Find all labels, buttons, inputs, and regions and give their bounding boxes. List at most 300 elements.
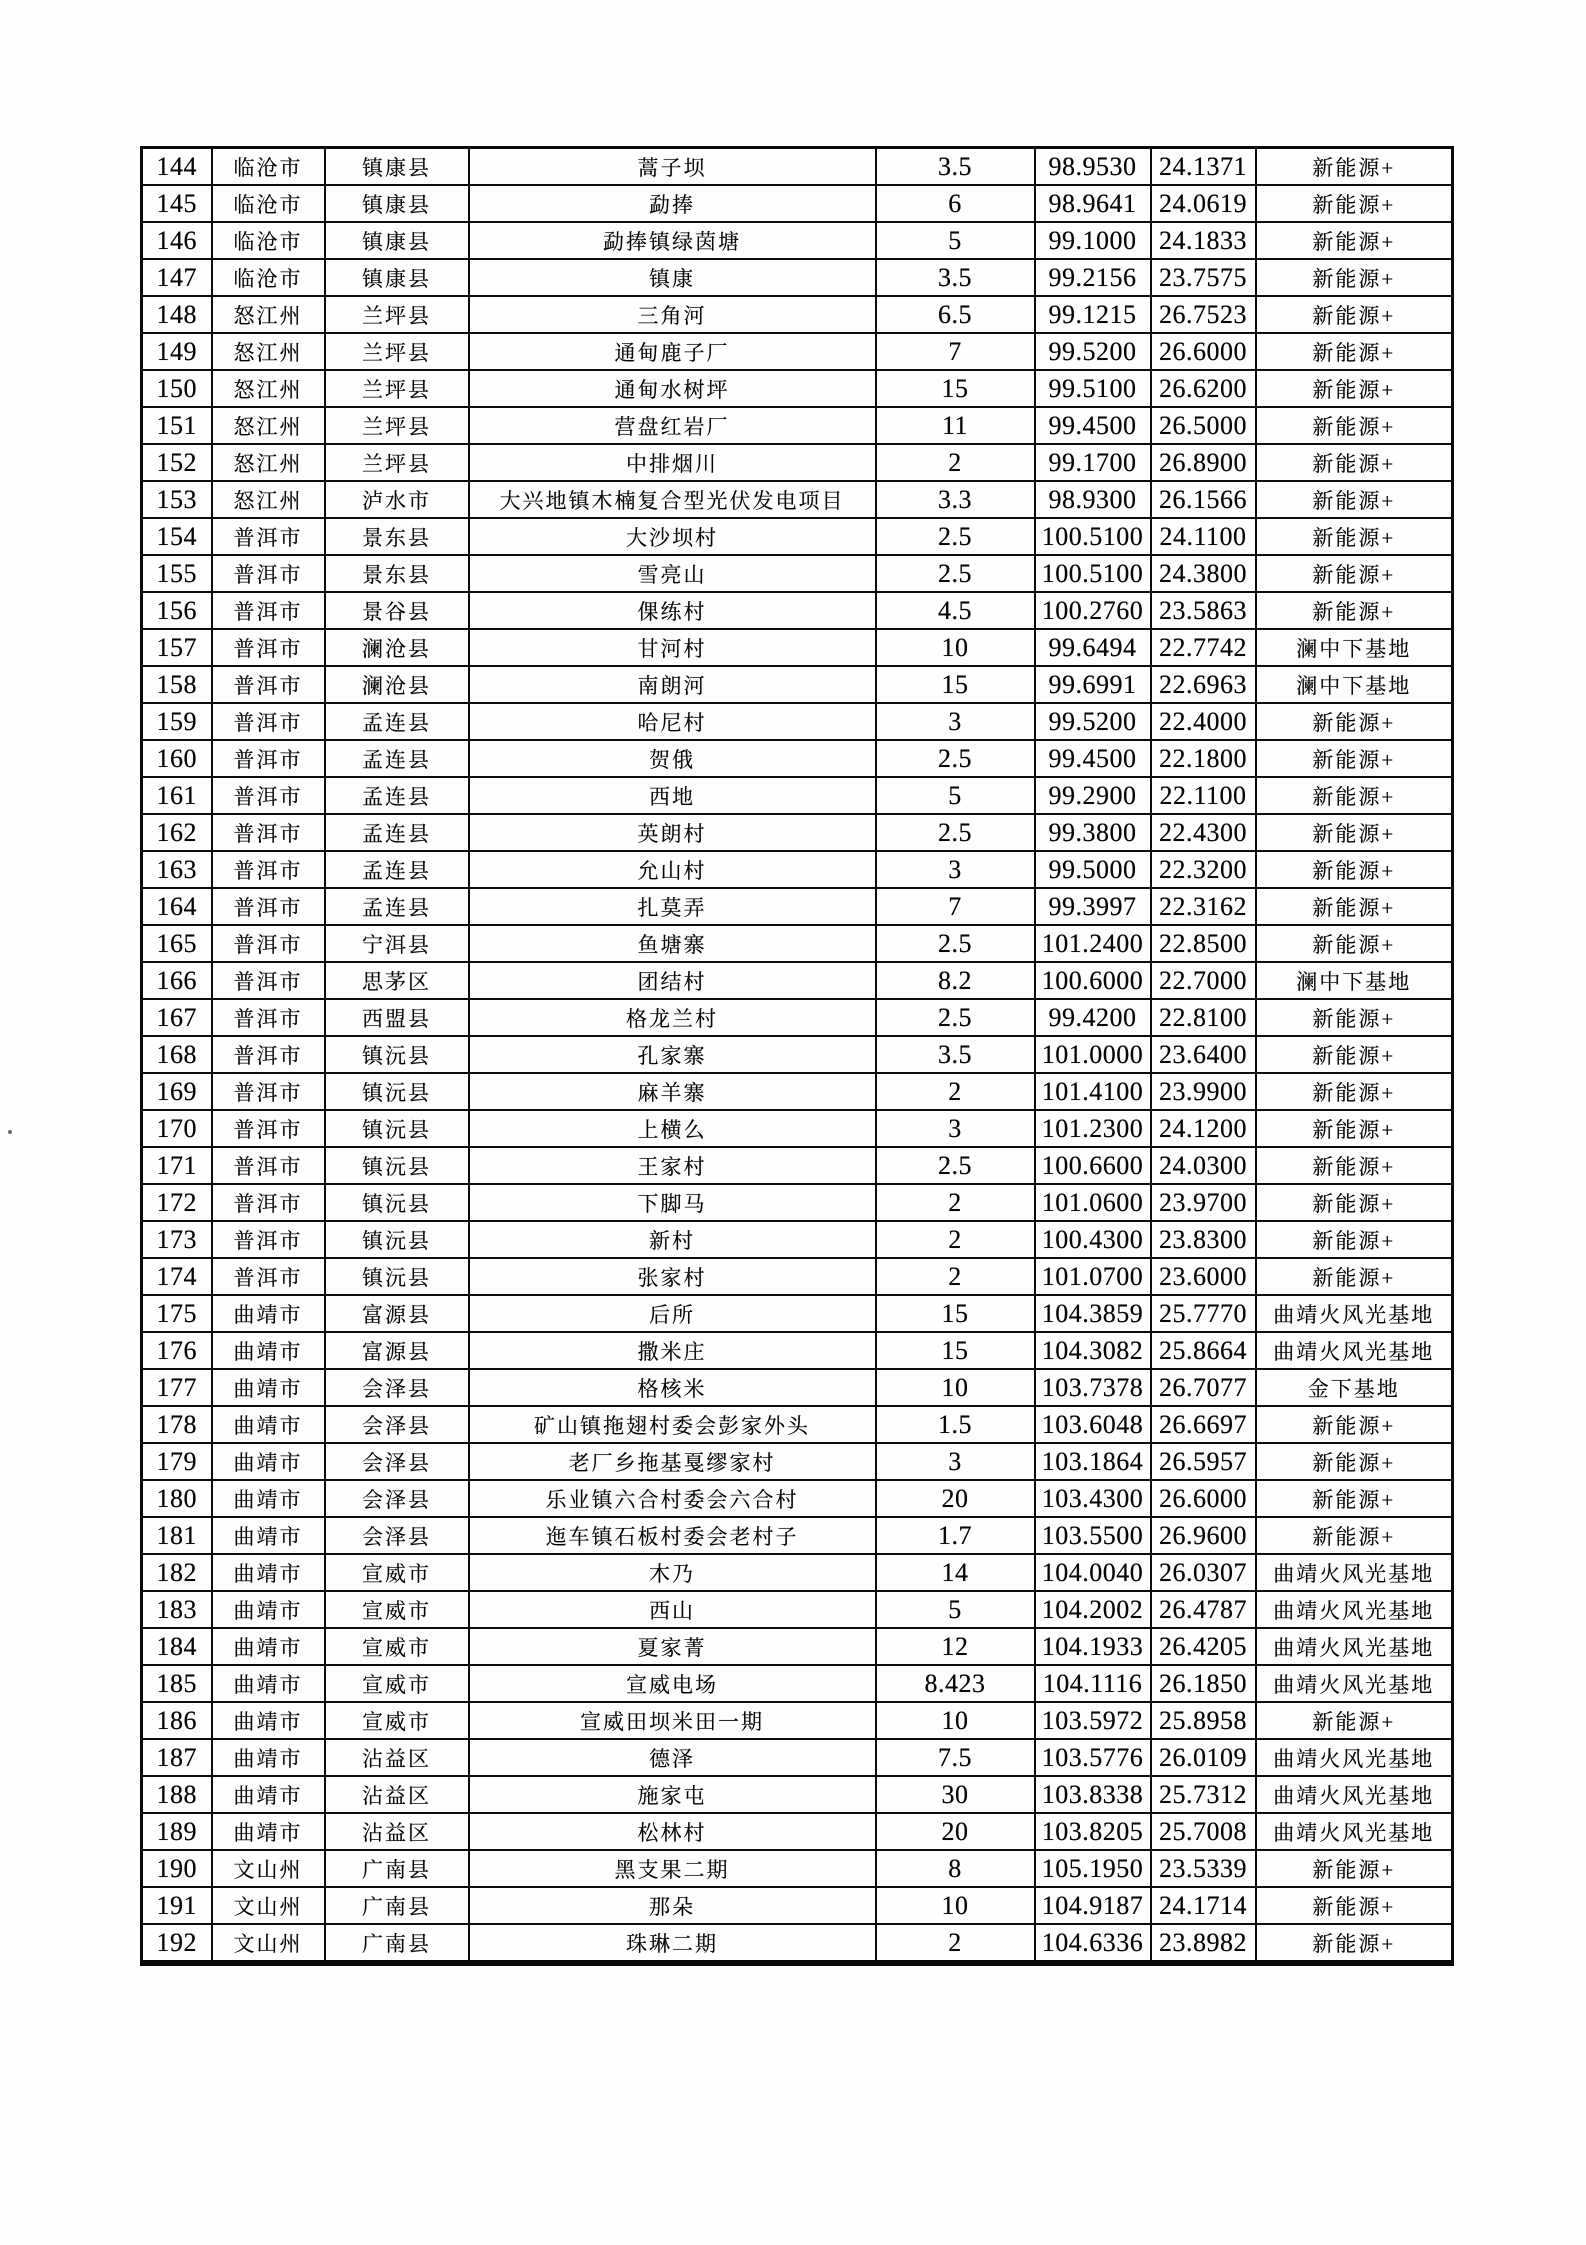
cell-index: 163 [142, 851, 212, 888]
cell-capacity: 6.5 [876, 296, 1035, 333]
cell-name: 勐捧镇绿茵塘 [469, 222, 876, 259]
cell-county: 镇康县 [325, 148, 469, 186]
cell-index: 150 [142, 370, 212, 407]
cell-county: 兰坪县 [325, 407, 469, 444]
cell-latitude: 22.6963 [1151, 666, 1256, 703]
cell-capacity: 2 [876, 1258, 1035, 1295]
cell-city: 曲靖市 [212, 1665, 325, 1702]
cell-latitude: 23.9700 [1151, 1184, 1256, 1221]
cell-longitude: 99.4200 [1035, 999, 1151, 1036]
cell-city: 临沧市 [212, 222, 325, 259]
cell-city: 文山州 [212, 1924, 325, 1963]
cell-latitude: 26.7077 [1151, 1369, 1256, 1406]
cell-latitude: 24.1200 [1151, 1110, 1256, 1147]
cell-capacity: 2 [876, 1073, 1035, 1110]
cell-county: 孟连县 [325, 777, 469, 814]
cell-county: 西盟县 [325, 999, 469, 1036]
cell-index: 149 [142, 333, 212, 370]
cell-index: 154 [142, 518, 212, 555]
cell-city: 曲靖市 [212, 1517, 325, 1554]
cell-latitude: 22.3200 [1151, 851, 1256, 888]
cell-city: 曲靖市 [212, 1332, 325, 1369]
cell-county: 孟连县 [325, 814, 469, 851]
table-row [142, 222, 1453, 259]
cell-longitude: 103.5776 [1035, 1739, 1151, 1776]
cell-index: 153 [142, 481, 212, 518]
cell-latitude: 23.9900 [1151, 1073, 1256, 1110]
cell-capacity: 8.2 [876, 962, 1035, 999]
table-row [142, 1295, 1453, 1332]
cell-name: 撒米庄 [469, 1332, 876, 1369]
cell-name: 老厂乡拖基戛缪家村 [469, 1443, 876, 1480]
cell-county: 宣威市 [325, 1628, 469, 1665]
cell-category: 新能源+ [1256, 1221, 1453, 1258]
table-row [142, 629, 1453, 666]
cell-category: 新能源+ [1256, 1850, 1453, 1887]
cell-index: 168 [142, 1036, 212, 1073]
cell-county: 兰坪县 [325, 296, 469, 333]
table-row [142, 703, 1453, 740]
cell-name: 中排烟川 [469, 444, 876, 481]
cell-name: 黑支果二期 [469, 1850, 876, 1887]
cell-county: 镇康县 [325, 185, 469, 222]
cell-county: 宣威市 [325, 1554, 469, 1591]
cell-city: 文山州 [212, 1887, 325, 1924]
cell-county: 兰坪县 [325, 444, 469, 481]
cell-category: 新能源+ [1256, 1073, 1453, 1110]
cell-longitude: 99.1700 [1035, 444, 1151, 481]
cell-latitude: 24.1100 [1151, 518, 1256, 555]
cell-index: 151 [142, 407, 212, 444]
table-row [142, 740, 1453, 777]
cell-latitude: 26.7523 [1151, 296, 1256, 333]
cell-latitude: 24.3800 [1151, 555, 1256, 592]
cell-city: 普洱市 [212, 1073, 325, 1110]
cell-category: 曲靖火风光基地 [1256, 1776, 1453, 1813]
cell-latitude: 22.1800 [1151, 740, 1256, 777]
cell-name: 蒿子坝 [469, 148, 876, 186]
cell-city: 曲靖市 [212, 1813, 325, 1850]
cell-name: 德泽 [469, 1739, 876, 1776]
cell-category: 新能源+ [1256, 1924, 1453, 1963]
cell-index: 160 [142, 740, 212, 777]
cell-city: 曲靖市 [212, 1369, 325, 1406]
cell-capacity: 15 [876, 1332, 1035, 1369]
cell-longitude: 100.6000 [1035, 962, 1151, 999]
cell-longitude: 104.1116 [1035, 1665, 1151, 1702]
cell-index: 173 [142, 1221, 212, 1258]
cell-city: 临沧市 [212, 148, 325, 186]
cell-city: 曲靖市 [212, 1628, 325, 1665]
table-row [142, 185, 1453, 222]
cell-category: 新能源+ [1256, 740, 1453, 777]
table-row [142, 481, 1453, 518]
cell-capacity: 15 [876, 370, 1035, 407]
cell-category: 新能源+ [1256, 370, 1453, 407]
cell-name: 大兴地镇木楠复合型光伏发电项目 [469, 481, 876, 518]
cell-category: 新能源+ [1256, 222, 1453, 259]
cell-capacity: 30 [876, 1776, 1035, 1813]
cell-city: 曲靖市 [212, 1480, 325, 1517]
cell-county: 广南县 [325, 1924, 469, 1963]
cell-city: 普洱市 [212, 629, 325, 666]
cell-category: 曲靖火风光基地 [1256, 1295, 1453, 1332]
cell-capacity: 2 [876, 444, 1035, 481]
cell-latitude: 22.3162 [1151, 888, 1256, 925]
cell-category: 新能源+ [1256, 1110, 1453, 1147]
cell-longitude: 104.0040 [1035, 1554, 1151, 1591]
cell-longitude: 104.6336 [1035, 1924, 1151, 1963]
table-row [142, 925, 1453, 962]
table-row [142, 407, 1453, 444]
table-row [142, 1036, 1453, 1073]
cell-latitude: 24.1714 [1151, 1887, 1256, 1924]
table-row [142, 1369, 1453, 1406]
cell-capacity: 2.5 [876, 999, 1035, 1036]
table-row [142, 1665, 1453, 1702]
cell-capacity: 11 [876, 407, 1035, 444]
cell-name: 允山村 [469, 851, 876, 888]
cell-index: 179 [142, 1443, 212, 1480]
cell-longitude: 99.5000 [1035, 851, 1151, 888]
cell-index: 147 [142, 259, 212, 296]
cell-longitude: 99.5200 [1035, 703, 1151, 740]
cell-name: 团结村 [469, 962, 876, 999]
cell-category: 新能源+ [1256, 296, 1453, 333]
cell-longitude: 103.4300 [1035, 1480, 1151, 1517]
cell-name: 南朗河 [469, 666, 876, 703]
table-row [142, 1776, 1453, 1813]
table-row [142, 259, 1453, 296]
table-row [142, 1406, 1453, 1443]
cell-county: 镇康县 [325, 222, 469, 259]
cell-category: 新能源+ [1256, 1147, 1453, 1184]
cell-city: 怒江州 [212, 481, 325, 518]
cell-name: 格核米 [469, 1369, 876, 1406]
cell-capacity: 10 [876, 629, 1035, 666]
cell-category: 新能源+ [1256, 148, 1453, 186]
cell-name: 矿山镇拖翅村委会彭家外头 [469, 1406, 876, 1443]
cell-county: 镇康县 [325, 259, 469, 296]
cell-name: 乐业镇六合村委会六合村 [469, 1480, 876, 1517]
cell-index: 159 [142, 703, 212, 740]
cell-index: 175 [142, 1295, 212, 1332]
cell-category: 新能源+ [1256, 1480, 1453, 1517]
cell-capacity: 1.5 [876, 1406, 1035, 1443]
cell-latitude: 25.8664 [1151, 1332, 1256, 1369]
cell-capacity: 5 [876, 222, 1035, 259]
cell-capacity: 14 [876, 1554, 1035, 1591]
cell-longitude: 100.6600 [1035, 1147, 1151, 1184]
cell-index: 161 [142, 777, 212, 814]
cell-longitude: 103.1864 [1035, 1443, 1151, 1480]
cell-county: 兰坪县 [325, 370, 469, 407]
cell-city: 普洱市 [212, 999, 325, 1036]
cell-category: 曲靖火风光基地 [1256, 1332, 1453, 1369]
cell-index: 162 [142, 814, 212, 851]
cell-index: 165 [142, 925, 212, 962]
cell-capacity: 15 [876, 1295, 1035, 1332]
cell-category: 新能源+ [1256, 888, 1453, 925]
cell-index: 191 [142, 1887, 212, 1924]
cell-name: 西地 [469, 777, 876, 814]
cell-latitude: 24.0300 [1151, 1147, 1256, 1184]
cell-name: 后所 [469, 1295, 876, 1332]
cell-capacity: 10 [876, 1702, 1035, 1739]
cell-latitude: 26.6200 [1151, 370, 1256, 407]
cell-capacity: 1.7 [876, 1517, 1035, 1554]
cell-county: 会泽县 [325, 1480, 469, 1517]
cell-capacity: 8 [876, 1850, 1035, 1887]
cell-county: 宁洱县 [325, 925, 469, 962]
cell-name: 大沙坝村 [469, 518, 876, 555]
cell-city: 文山州 [212, 1850, 325, 1887]
cell-category: 新能源+ [1256, 703, 1453, 740]
cell-county: 孟连县 [325, 703, 469, 740]
cell-name: 宣威田坝米田一期 [469, 1702, 876, 1739]
cell-index: 181 [142, 1517, 212, 1554]
cell-latitude: 24.1833 [1151, 222, 1256, 259]
cell-latitude: 26.0109 [1151, 1739, 1256, 1776]
cell-longitude: 103.8338 [1035, 1776, 1151, 1813]
cell-city: 普洱市 [212, 962, 325, 999]
cell-city: 曲靖市 [212, 1554, 325, 1591]
cell-county: 镇沅县 [325, 1073, 469, 1110]
cell-capacity: 4.5 [876, 592, 1035, 629]
cell-latitude: 22.8100 [1151, 999, 1256, 1036]
cell-longitude: 100.2760 [1035, 592, 1151, 629]
cell-name: 宣威电场 [469, 1665, 876, 1702]
cell-longitude: 99.5100 [1035, 370, 1151, 407]
cell-name: 夏家菁 [469, 1628, 876, 1665]
cell-longitude: 99.2156 [1035, 259, 1151, 296]
cell-name: 通甸鹿子厂 [469, 333, 876, 370]
table-row [142, 1147, 1453, 1184]
cell-city: 普洱市 [212, 1036, 325, 1073]
cell-name: 雪亮山 [469, 555, 876, 592]
cell-index: 166 [142, 962, 212, 999]
cell-county: 镇沅县 [325, 1147, 469, 1184]
cell-county: 宣威市 [325, 1591, 469, 1628]
cell-county: 镇沅县 [325, 1110, 469, 1147]
cell-category: 新能源+ [1256, 407, 1453, 444]
cell-county: 宣威市 [325, 1702, 469, 1739]
cell-longitude: 103.8205 [1035, 1813, 1151, 1850]
cell-city: 曲靖市 [212, 1443, 325, 1480]
cell-category: 新能源+ [1256, 1443, 1453, 1480]
cell-longitude: 101.0700 [1035, 1258, 1151, 1295]
cell-capacity: 2.5 [876, 814, 1035, 851]
table-row [142, 1073, 1453, 1110]
cell-city: 临沧市 [212, 259, 325, 296]
cell-city: 曲靖市 [212, 1295, 325, 1332]
cell-index: 189 [142, 1813, 212, 1850]
cell-capacity: 2 [876, 1184, 1035, 1221]
cell-city: 普洱市 [212, 1147, 325, 1184]
cell-name: 营盘红岩厂 [469, 407, 876, 444]
cell-longitude: 103.7378 [1035, 1369, 1151, 1406]
cell-city: 普洱市 [212, 740, 325, 777]
cell-category: 曲靖火风光基地 [1256, 1739, 1453, 1776]
cell-index: 145 [142, 185, 212, 222]
table-row [142, 444, 1453, 481]
cell-county: 富源县 [325, 1332, 469, 1369]
cell-name: 哈尼村 [469, 703, 876, 740]
table-row [142, 888, 1453, 925]
pv-projects-table [140, 146, 1454, 1966]
cell-longitude: 99.4500 [1035, 407, 1151, 444]
cell-latitude: 23.8300 [1151, 1221, 1256, 1258]
cell-latitude: 25.7770 [1151, 1295, 1256, 1332]
cell-longitude: 105.1950 [1035, 1850, 1151, 1887]
cell-index: 184 [142, 1628, 212, 1665]
cell-name: 倮练村 [469, 592, 876, 629]
cell-latitude: 26.8900 [1151, 444, 1256, 481]
cell-capacity: 7 [876, 333, 1035, 370]
cell-latitude: 23.5339 [1151, 1850, 1256, 1887]
cell-longitude: 99.6991 [1035, 666, 1151, 703]
cell-county: 镇沅县 [325, 1221, 469, 1258]
cell-name: 西山 [469, 1591, 876, 1628]
cell-capacity: 12 [876, 1628, 1035, 1665]
cell-longitude: 100.4300 [1035, 1221, 1151, 1258]
cell-capacity: 2.5 [876, 1147, 1035, 1184]
cell-capacity: 10 [876, 1887, 1035, 1924]
cell-latitude: 24.0619 [1151, 185, 1256, 222]
cell-name: 松林村 [469, 1813, 876, 1850]
table-row [142, 666, 1453, 703]
cell-name: 孔家寨 [469, 1036, 876, 1073]
cell-latitude: 26.5957 [1151, 1443, 1256, 1480]
cell-city: 曲靖市 [212, 1591, 325, 1628]
table-row [142, 1554, 1453, 1591]
cell-name: 那朵 [469, 1887, 876, 1924]
cell-county: 会泽县 [325, 1443, 469, 1480]
cell-longitude: 99.5200 [1035, 333, 1151, 370]
cell-name: 珠琳二期 [469, 1924, 876, 1963]
cell-city: 临沧市 [212, 185, 325, 222]
cell-longitude: 101.0600 [1035, 1184, 1151, 1221]
cell-latitude: 26.0307 [1151, 1554, 1256, 1591]
cell-index: 164 [142, 888, 212, 925]
cell-longitude: 100.5100 [1035, 555, 1151, 592]
cell-index: 183 [142, 1591, 212, 1628]
cell-category: 曲靖火风光基地 [1256, 1554, 1453, 1591]
cell-longitude: 101.0000 [1035, 1036, 1151, 1073]
cell-city: 怒江州 [212, 444, 325, 481]
cell-category: 曲靖火风光基地 [1256, 1628, 1453, 1665]
cell-city: 怒江州 [212, 333, 325, 370]
cell-capacity: 6 [876, 185, 1035, 222]
cell-longitude: 103.5972 [1035, 1702, 1151, 1739]
cell-capacity: 3 [876, 1110, 1035, 1147]
cell-county: 镇沅县 [325, 1184, 469, 1221]
cell-index: 177 [142, 1369, 212, 1406]
cell-county: 沾益区 [325, 1776, 469, 1813]
cell-longitude: 99.4500 [1035, 740, 1151, 777]
cell-latitude: 26.6000 [1151, 1480, 1256, 1517]
cell-category: 新能源+ [1256, 851, 1453, 888]
table-row [142, 1443, 1453, 1480]
cell-city: 普洱市 [212, 814, 325, 851]
table-row [142, 777, 1453, 814]
cell-capacity: 20 [876, 1480, 1035, 1517]
cell-category: 新能源+ [1256, 1887, 1453, 1924]
table-row [142, 1887, 1453, 1924]
cell-city: 普洱市 [212, 666, 325, 703]
cell-category: 新能源+ [1256, 1258, 1453, 1295]
cell-index: 182 [142, 1554, 212, 1591]
cell-county: 会泽县 [325, 1369, 469, 1406]
cell-index: 176 [142, 1332, 212, 1369]
cell-county: 广南县 [325, 1850, 469, 1887]
table-row [142, 518, 1453, 555]
cell-capacity: 3.3 [876, 481, 1035, 518]
cell-latitude: 23.7575 [1151, 259, 1256, 296]
cell-city: 怒江州 [212, 296, 325, 333]
cell-capacity: 2.5 [876, 740, 1035, 777]
cell-longitude: 99.2900 [1035, 777, 1151, 814]
cell-capacity: 3 [876, 703, 1035, 740]
cell-index: 186 [142, 1702, 212, 1739]
cell-category: 澜中下基地 [1256, 629, 1453, 666]
cell-latitude: 22.4300 [1151, 814, 1256, 851]
cell-capacity: 3.5 [876, 148, 1035, 186]
table-row [142, 1332, 1453, 1369]
cell-category: 新能源+ [1256, 1184, 1453, 1221]
cell-capacity: 5 [876, 777, 1035, 814]
cell-capacity: 7.5 [876, 1739, 1035, 1776]
cell-name: 甘河村 [469, 629, 876, 666]
cell-capacity: 5 [876, 1591, 1035, 1628]
table-row [142, 851, 1453, 888]
cell-latitude: 26.4205 [1151, 1628, 1256, 1665]
cell-name: 木乃 [469, 1554, 876, 1591]
cell-capacity: 10 [876, 1369, 1035, 1406]
cell-longitude: 104.1933 [1035, 1628, 1151, 1665]
table-row [142, 1221, 1453, 1258]
cell-index: 152 [142, 444, 212, 481]
cell-latitude: 24.1371 [1151, 148, 1256, 186]
cell-latitude: 26.6000 [1151, 333, 1256, 370]
cell-index: 190 [142, 1850, 212, 1887]
cell-category: 新能源+ [1256, 592, 1453, 629]
cell-latitude: 22.8500 [1151, 925, 1256, 962]
cell-category: 新能源+ [1256, 925, 1453, 962]
cell-county: 会泽县 [325, 1406, 469, 1443]
cell-category: 新能源+ [1256, 777, 1453, 814]
cell-name: 新村 [469, 1221, 876, 1258]
cell-index: 192 [142, 1924, 212, 1963]
cell-name: 上横么 [469, 1110, 876, 1147]
table-row [142, 1739, 1453, 1776]
cell-city: 普洱市 [212, 851, 325, 888]
cell-name: 迤车镇石板村委会老村子 [469, 1517, 876, 1554]
cell-category: 新能源+ [1256, 185, 1453, 222]
cell-index: 174 [142, 1258, 212, 1295]
cell-index: 148 [142, 296, 212, 333]
cell-name: 格龙兰村 [469, 999, 876, 1036]
cell-name: 张家村 [469, 1258, 876, 1295]
cell-index: 157 [142, 629, 212, 666]
table-row [142, 1258, 1453, 1295]
cell-county: 镇沅县 [325, 1258, 469, 1295]
cell-city: 普洱市 [212, 888, 325, 925]
cell-category: 新能源+ [1256, 518, 1453, 555]
cell-longitude: 99.3997 [1035, 888, 1151, 925]
pv-projects-table-body [142, 148, 1453, 1964]
cell-capacity: 3 [876, 1443, 1035, 1480]
